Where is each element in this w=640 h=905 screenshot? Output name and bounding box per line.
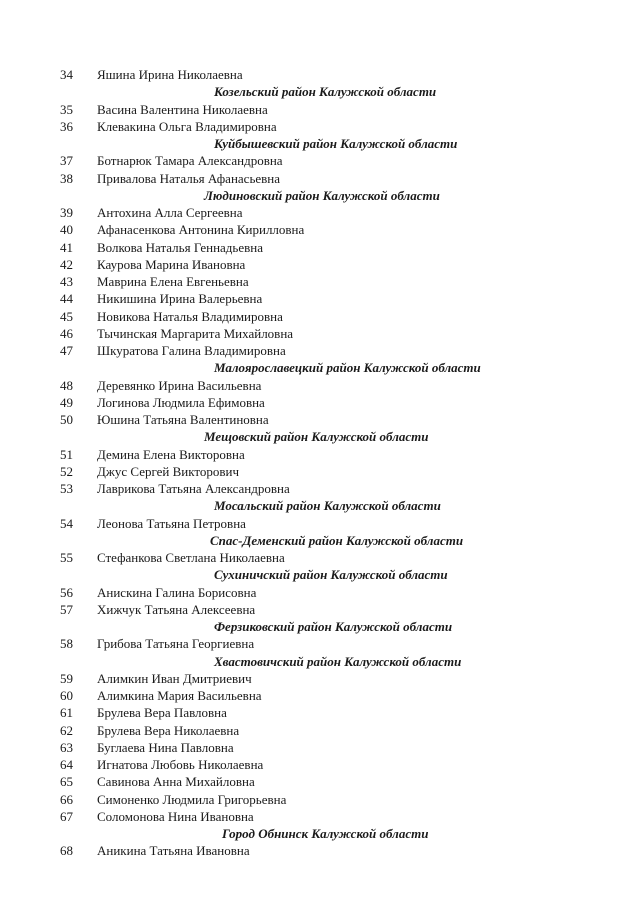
item-number: 67 <box>60 809 73 824</box>
person-name: Маврина Елена Евгеньевна <box>97 274 249 289</box>
person-name: Тычинская Маргарита Михайловна <box>97 326 294 341</box>
person-name: Волкова Наталья Геннадьевна <box>97 240 263 255</box>
section-heading: Малоярославецкий район Калужской области <box>214 360 481 375</box>
section-heading: Город Обнинск Калужской области <box>222 826 429 841</box>
item-number: 57 <box>60 602 73 617</box>
person-name: Леонова Татьяна Петровна <box>97 516 246 531</box>
item-number: 62 <box>60 723 73 738</box>
person-name: Хижчук Татьяна Алексеевна <box>97 602 256 617</box>
item-number: 55 <box>60 550 73 565</box>
person-name: Игнатова Любовь Николаевна <box>97 757 264 772</box>
person-name: Грибова Татьяна Георгиевна <box>97 636 255 651</box>
person-name: Яшина Ирина Николаевна <box>97 67 243 82</box>
person-name: Аникина Татьяна Ивановна <box>97 843 250 858</box>
person-name: Савинова Анна Михайловна <box>97 774 255 789</box>
item-number: 50 <box>60 412 73 427</box>
person-name: Васина Валентина Николаевна <box>97 102 268 117</box>
item-number: 45 <box>60 309 73 324</box>
item-number: 53 <box>60 481 73 496</box>
person-name: Привалова Наталья Афанасьевна <box>97 171 281 186</box>
item-number: 40 <box>60 222 73 237</box>
item-number: 37 <box>60 153 73 168</box>
item-number: 38 <box>60 171 73 186</box>
person-name: Ботнарюк Тамара Александровна <box>97 153 283 168</box>
person-name: Симоненко Людмила Григорьевна <box>97 792 287 807</box>
item-number: 66 <box>60 792 73 807</box>
person-name: Брулева Вера Николаевна <box>97 723 240 738</box>
person-name: Логинова Людмила Ефимовна <box>97 395 265 410</box>
item-number: 61 <box>60 705 73 720</box>
item-number: 60 <box>60 688 73 703</box>
item-number: 63 <box>60 740 73 755</box>
item-number: 34 <box>60 67 73 82</box>
section-heading: Мосальский район Калужской области <box>214 498 441 513</box>
person-name: Лаврикова Татьяна Александровна <box>97 481 290 496</box>
person-name: Алимкин Иван Дмитриевич <box>97 671 252 686</box>
section-heading: Людиновский район Калужской области <box>204 188 440 203</box>
person-name: Стефанкова Светлана Николаевна <box>97 550 285 565</box>
item-number: 56 <box>60 585 73 600</box>
item-number: 48 <box>60 378 73 393</box>
section-heading: Куйбышевский район Калужской области <box>214 136 458 151</box>
item-number: 68 <box>60 843 73 858</box>
section-heading: Мещовский район Калужской области <box>204 429 429 444</box>
item-number: 52 <box>60 464 73 479</box>
item-number: 35 <box>60 102 73 117</box>
item-number: 41 <box>60 240 73 255</box>
item-number: 64 <box>60 757 73 772</box>
item-number: 44 <box>60 291 73 306</box>
section-heading: Хвастовичский район Калужской области <box>214 654 462 669</box>
person-name: Деревянко Ирина Васильевна <box>97 378 262 393</box>
person-name: Демина Елена Викторовна <box>97 447 245 462</box>
person-name: Шкуратова Галина Владимировна <box>97 343 286 358</box>
person-name: Соломонова Нина Ивановна <box>97 809 254 824</box>
person-name: Антохина Алла Сергеевна <box>97 205 243 220</box>
item-number: 59 <box>60 671 73 686</box>
person-name: Клевакина Ольга Владимировна <box>97 119 277 134</box>
person-name: Анискина Галина Борисовна <box>97 585 257 600</box>
person-name: Брулева Вера Павловна <box>97 705 227 720</box>
item-number: 46 <box>60 326 73 341</box>
person-name: Алимкина Мария Васильевна <box>97 688 262 703</box>
person-name: Новикова Наталья Владимировна <box>97 309 283 324</box>
item-number: 65 <box>60 774 73 789</box>
section-heading: Спас-Деменский район Калужской области <box>210 533 464 548</box>
person-name: Афанасенкова Антонина Кирилловна <box>97 222 305 237</box>
section-heading: Ферзиковский район Калужской области <box>214 619 453 634</box>
person-name: Джус Сергей Викторович <box>97 464 240 479</box>
item-number: 42 <box>60 257 73 272</box>
item-number: 47 <box>60 343 73 358</box>
person-name: Юшина Татьяна Валентиновна <box>97 412 269 427</box>
person-name: Каурова Марина Ивановна <box>97 257 246 272</box>
section-heading: Козельский район Калужской области <box>214 84 437 99</box>
item-number: 51 <box>60 447 73 462</box>
section-heading: Сухиничский район Калужской области <box>214 567 448 582</box>
item-number: 39 <box>60 205 73 220</box>
person-name: Никишина Ирина Валерьевна <box>97 291 263 306</box>
item-number: 54 <box>60 516 73 531</box>
item-number: 49 <box>60 395 73 410</box>
item-number: 36 <box>60 119 73 134</box>
person-name: Буглаева Нина Павловна <box>97 740 234 755</box>
item-number: 43 <box>60 274 73 289</box>
item-number: 58 <box>60 636 73 651</box>
